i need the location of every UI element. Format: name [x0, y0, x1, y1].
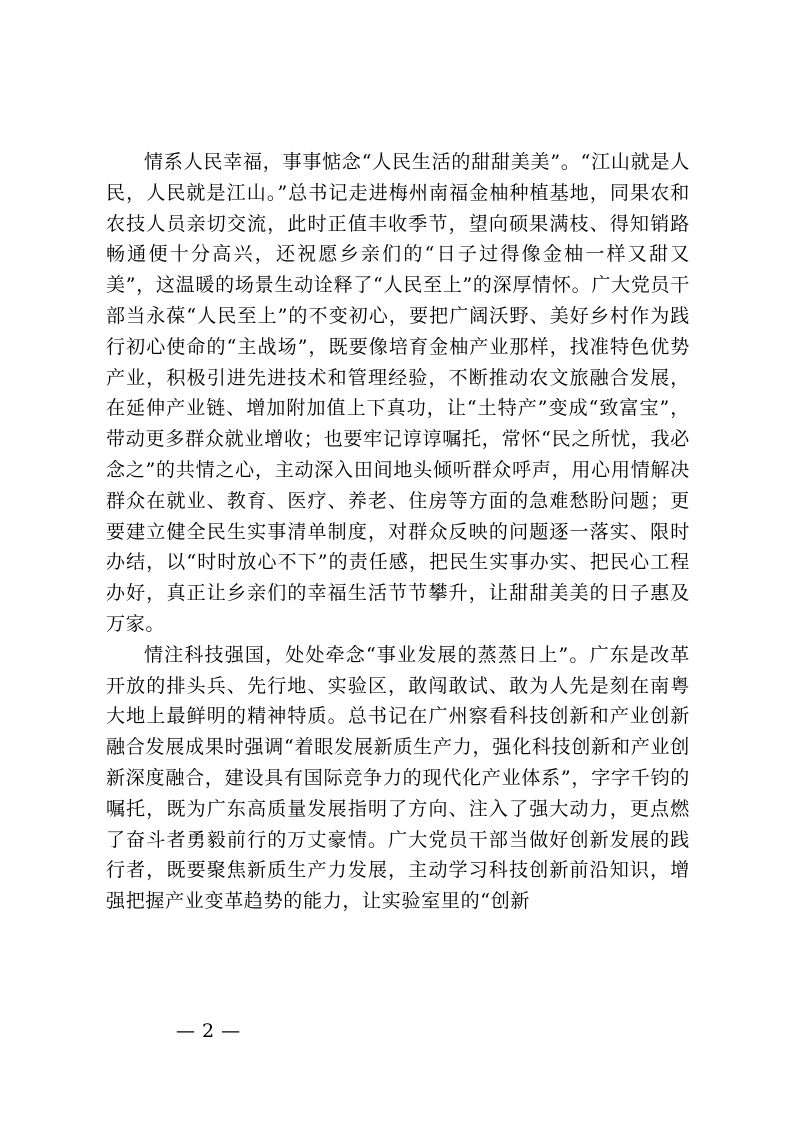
- document-body: [106, 147, 690, 917]
- paragraph-people-livelihood: 情系人民幸福，事事惦念“人民生活的甜甜美美”。“江山就是人民，人民就是江山。”总书记走进梅州南福金柚种植基地，同果农和农技人员亲切交流，此时正值丰收季节，望向硕果满枝、得知销路畅通便十分高兴，还祝愿乡亲们的“日子过得像金柚一样又甜又美”，这温暖的场景生动诠释了“人民至上”的深厚情怀。广大党员干部当永葆“人民至上”的不变初心，要把广阔沃野、美好乡村作为践行初心使命的“主战场”，既要像培育金柚产业那样，找准特色优势产业，积极引进先进技术和管理经验，不断推动农文旅融合发展，在延伸产业链、增加附加值上下真功，让“土特产”变成“致富宝”，带动更多群众就业增收；也要牢记谆谆嘱托，常怀“民之所忧，我必念之”的共情之心，主动深入田间地头倾听群众呼声，用心用情解决群众在就业、教育、医疗、养老、住房等方面的急难愁盼问题；更要建立健全民生实事清单制度，对群众反映的问题逐一落实、限时办结，以“时时放心不下”的责任感，把民生实事办实、把民心工程办好，真正让乡亲们的幸福生活节节攀升，让甜甜美美的日子惠及万家。: [106, 151, 690, 635]
- paragraph-technology-innovation: 情注科技强国，处处牵念“事业发展的蒸蒸日上”。广东是改革开放的排头兵、先行地、实验区，敢闯敢试、敢为人先是刻在南粤大地上最鲜明的精神特质。总书记在广州察看科技创新和产业创新融合发展成果时强调“着眼发展新质生产力，强化科技创新和产业创新深度融合，建设具有国际竞争力的现代化产业体系”，字字千钧的嘱托，既为广东高质量发展指明了方向、注入了强大动力，更点燃了奋斗者勇毅前行的万丈豪情。广大党员干部当做好创新发展的践行者，既要聚焦新质生产力发展，主动学习科技创新前沿知识，增强把握产业变革趋势的能力，让实验室里的“创新: [106, 643, 690, 913]
- page-number: — 2 —: [176, 1020, 241, 1042]
